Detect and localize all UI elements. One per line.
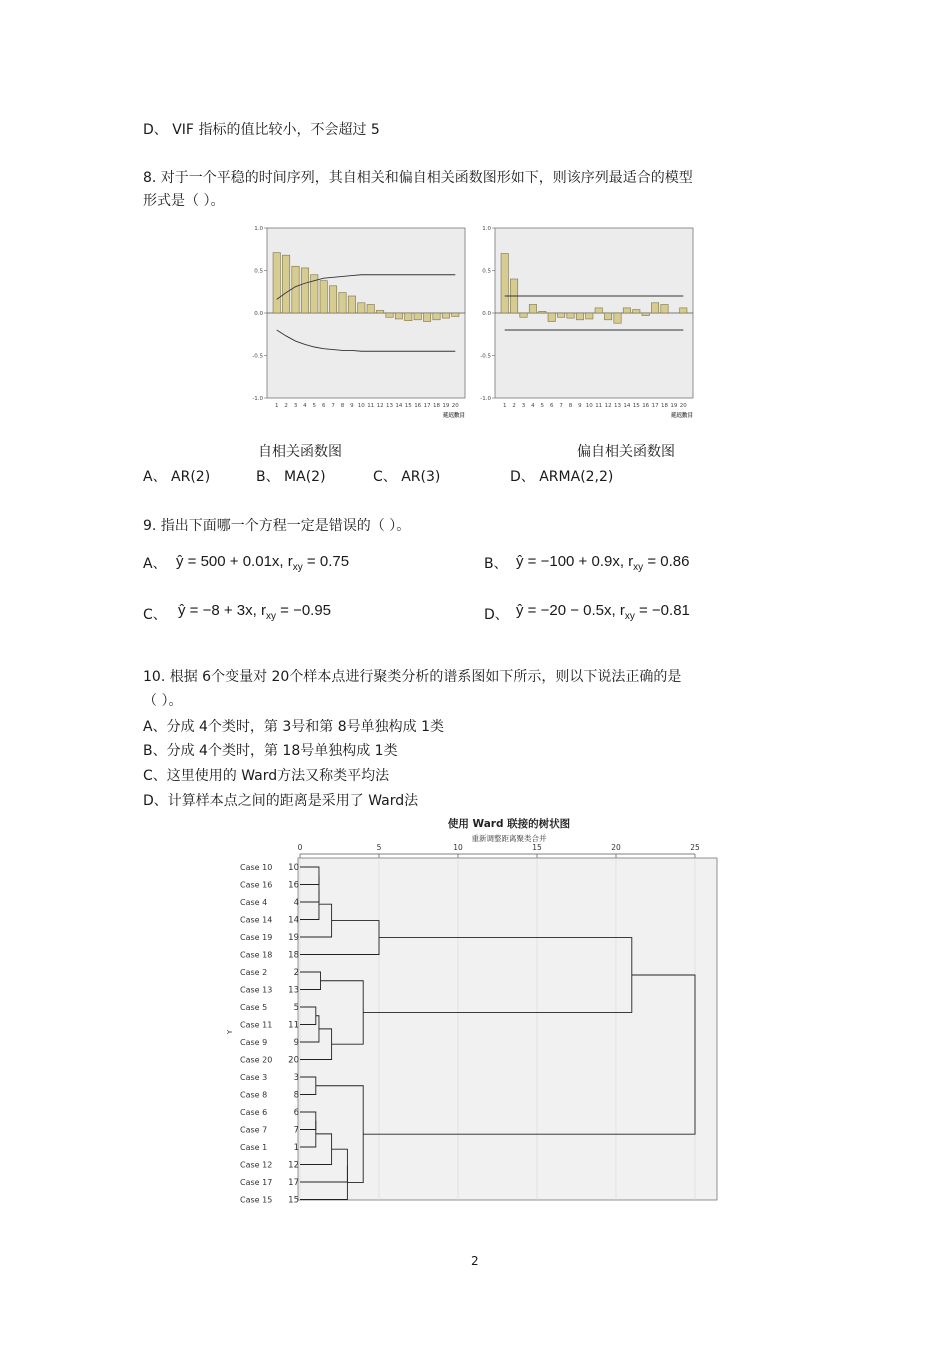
q8-option-a: A、 AR(2) — [143, 469, 211, 485]
pacf-ytick-label: 0.5 — [482, 268, 491, 275]
q9-eq-d-sub: xy — [624, 611, 635, 622]
pacf-xtick-label: 18 — [661, 403, 668, 409]
q10-option-c: C、这里使用的 Ward方法又称类平均法 — [143, 768, 390, 784]
dendrogram-tick-label: 15 — [532, 843, 542, 852]
pacf-xtick-label: 1 — [502, 403, 507, 409]
pacf-xtick-label: 15 — [632, 403, 640, 409]
q9-eq-c-sub: xy — [265, 611, 276, 622]
pacf-bar-5 — [539, 311, 546, 313]
page-number: 2 — [471, 1254, 479, 1268]
q9-label-b: B、 — [484, 556, 508, 572]
dendrogram-case-label: Case 11 — [240, 1020, 273, 1030]
acf-xtick-label: 5 — [312, 403, 317, 409]
pacf-bar-17 — [651, 303, 658, 313]
acf-bar-13 — [386, 313, 393, 317]
dendrogram-case-label: Case 18 — [240, 950, 273, 960]
dendrogram-case-label: Case 13 — [240, 985, 273, 995]
dendrogram-leaf-id: 16 — [288, 880, 299, 891]
q9-eq-c-main: ŷ = −8 + 3x, r — [178, 602, 266, 619]
pacf-xtick-label: 10 — [585, 403, 593, 409]
q9-eq-b-r: = 0.86 — [647, 553, 690, 570]
q9-equation-c — [178, 602, 331, 622]
dendrogram-case-label: Case 20 — [240, 1055, 273, 1065]
dendrogram-leaf-id: 18 — [288, 950, 299, 961]
acf-xtick-label: 4 — [303, 403, 307, 409]
pacf-xtick-label: 14 — [623, 403, 631, 409]
pacf-chart — [473, 225, 703, 425]
q7-option-d: D、 VIF 指标的值比较小，不会超过 5 — [143, 122, 380, 138]
dendrogram-leaf-id: 3 — [293, 1073, 299, 1083]
dendrogram-leaf-id: 13 — [288, 985, 299, 996]
pacf-xtick-label: 11 — [595, 403, 603, 409]
acf-bar-4 — [301, 268, 308, 313]
pacf-xlabel: 延迟数目 — [670, 413, 693, 419]
dendrogram-case-label: Case 8 — [240, 1090, 268, 1100]
acf-bar-1 — [273, 253, 280, 313]
acf-bar-17 — [423, 313, 430, 322]
dendrogram-leaf-id: 1 — [293, 1143, 299, 1153]
acf-xtick-label: 6 — [321, 403, 326, 409]
pacf-bar-4 — [529, 305, 536, 314]
pacf-bar-9 — [576, 313, 583, 320]
dendrogram-case-label: Case 17 — [240, 1178, 273, 1187]
pacf-bar-12 — [604, 313, 611, 320]
q9-equation-d — [516, 602, 690, 622]
acf-bar-18 — [433, 313, 440, 320]
acf-xtick-label: 20 — [451, 403, 459, 409]
acf-bar-15 — [405, 313, 412, 321]
dendrogram-case-label: Case 7 — [240, 1125, 268, 1135]
acf-xtick-label: 2 — [284, 403, 288, 409]
pacf-bar-20 — [680, 308, 687, 313]
acf-bar-6 — [320, 281, 327, 313]
dendrogram-case-label: Case 5 — [240, 1003, 268, 1012]
acf-bar-11 — [367, 305, 374, 314]
q10-option-d: D、计算样本点之间的距离是采用了 Ward法 — [143, 793, 419, 809]
q9-equation-a — [176, 553, 349, 573]
q9-eq-b-main: ŷ = −100 + 0.9x, r — [516, 553, 634, 570]
acf-bar-20 — [452, 313, 459, 316]
q8-option-c: C、 AR(3) — [373, 469, 441, 485]
acf-ytick-label: -0.5 — [252, 353, 263, 360]
acf-bar-19 — [442, 313, 449, 318]
acf-bar-3 — [292, 266, 299, 313]
pacf-xtick-label: 13 — [614, 403, 621, 409]
acf-xlabel: 延迟数目 — [442, 413, 465, 419]
q10-option-b: B、分成 4个类时，第 18号单独构成 1类 — [143, 743, 398, 759]
dendrogram-case-label: Case 2 — [240, 968, 268, 977]
acf-bar-16 — [414, 313, 421, 320]
dendrogram-tick-label: 5 — [376, 843, 382, 852]
dendrogram-case-label: Case 3 — [240, 1073, 268, 1082]
dendrogram-case-label: Case 12 — [240, 1160, 273, 1170]
acf-bar-7 — [329, 286, 336, 313]
q9-label-a: A、 — [143, 556, 167, 572]
acf-ytick-label: 0.5 — [254, 268, 263, 275]
dendrogram-tick-label: 20 — [611, 843, 621, 852]
acf-bar-10 — [358, 303, 365, 313]
pacf-bar-7 — [557, 313, 564, 317]
pacf-xtick-label: 19 — [670, 403, 678, 409]
acf-caption: 自相关函数图 — [258, 444, 342, 460]
dendrogram-leaf-id: 9 — [293, 1038, 299, 1048]
acf-xtick-label: 7 — [331, 403, 335, 409]
acf-chart — [245, 225, 475, 425]
dendrogram-case-label: Case 6 — [240, 1108, 268, 1117]
acf-xtick-label: 10 — [357, 403, 365, 409]
dendrogram-leaf-id: 17 — [288, 1178, 299, 1188]
pacf-xtick-label: 4 — [531, 403, 535, 409]
q9-eq-d-r: = −0.81 — [639, 602, 690, 619]
q10-stem-line1: 10. 根据 6个变量对 20个样本点进行聚类分析的谱系图如下所示，则以下说法正确的是 — [143, 669, 682, 685]
q9-eq-d-main: ŷ = −20 − 0.5x, r — [516, 602, 625, 619]
q9-label-d: D、 — [484, 607, 509, 623]
pacf-xtick-label: 5 — [540, 403, 545, 409]
pacf-ytick-label: 0.0 — [482, 311, 491, 317]
acf-bar-14 — [395, 313, 402, 319]
acf-xtick-label: 15 — [404, 403, 412, 409]
dendrogram-leaf-id: 20 — [288, 1055, 299, 1066]
acf-xtick-label: 13 — [386, 403, 393, 409]
q8-option-b: B、 MA(2) — [256, 469, 326, 485]
acf-xtick-label: 18 — [433, 403, 440, 409]
acf-bar-12 — [376, 310, 383, 313]
dendrogram-subtitle: 重新调整距离聚类合并 — [471, 834, 547, 843]
dendrogram-leaf-id: 19 — [288, 933, 299, 943]
q8-stem-line1: 8. 对于一个平稳的时间序列，其自相关和偏自相关函数图形如下，则该序列最适合的模型 — [143, 170, 693, 186]
pacf-bar-13 — [614, 313, 621, 323]
q9-stem: 9. 指出下面哪一个方程一定是错误的（ ）。 — [143, 518, 411, 534]
acf-ytick-label: 1.0 — [254, 226, 263, 232]
dendrogram-case-label: Case 10 — [240, 863, 273, 872]
q10-stem-line2: （ ）。 — [143, 693, 183, 709]
dendrogram-tick-label: 0 — [297, 843, 303, 852]
pacf-bar-16 — [642, 313, 649, 316]
q9-eq-a-main: ŷ = 500 + 0.01x, r — [176, 553, 293, 570]
acf-xtick-label: 9 — [350, 403, 354, 409]
pacf-bar-3 — [520, 313, 527, 317]
q8-option-d: D、 ARMA(2,2) — [510, 469, 614, 485]
pacf-bar-11 — [595, 308, 602, 313]
acf-bar-9 — [348, 296, 355, 313]
dendrogram-leaf-id: 12 — [288, 1160, 299, 1171]
dendrogram-ylabel: Y — [226, 1029, 234, 1035]
acf-xtick-label: 11 — [367, 403, 375, 409]
acf-xtick-label: 12 — [376, 403, 384, 409]
q8-stem-line2: 形式是（ ）。 — [143, 193, 225, 209]
dendrogram-leaf-id: 4 — [293, 898, 299, 908]
pacf-bar-14 — [623, 308, 630, 313]
acf-xtick-label: 14 — [395, 403, 403, 409]
dendrogram-leaf-id: 11 — [288, 1020, 299, 1031]
pacf-bar-18 — [661, 305, 668, 314]
acf-xtick-label: 3 — [293, 403, 298, 409]
dendrogram-title: 使用 Ward 联接的树状图 — [447, 818, 571, 830]
dendrogram-leaf-id: 5 — [293, 1003, 299, 1013]
pacf-xtick-label: 12 — [604, 403, 612, 409]
dendrogram-chart — [220, 814, 730, 1209]
pacf-xtick-label: 16 — [642, 403, 650, 409]
dendrogram-leaf-id: 7 — [293, 1125, 299, 1136]
dendrogram-case-label: Case 19 — [240, 933, 273, 942]
dendrogram-case-label: Case 15 — [240, 1195, 273, 1205]
dendrogram-leaf-id: 2 — [293, 968, 299, 978]
pacf-bar-6 — [548, 313, 555, 322]
acf-xtick-label: 17 — [423, 403, 431, 409]
acf-ytick-label: -1.0 — [252, 396, 263, 402]
pacf-bar-8 — [567, 313, 574, 318]
pacf-xtick-label: 7 — [559, 403, 563, 409]
acf-xtick-label: 8 — [340, 403, 345, 409]
pacf-ytick-label: 1.0 — [482, 226, 491, 232]
pacf-xtick-label: 20 — [679, 403, 687, 409]
dendrogram-case-label: Case 9 — [240, 1038, 268, 1047]
pacf-xtick-label: 3 — [521, 403, 526, 409]
dendrogram-tick-label: 25 — [690, 843, 700, 852]
pacf-xtick-label: 8 — [568, 403, 573, 409]
dendrogram-case-label: Case 4 — [240, 898, 268, 907]
dendrogram-case-label: Case 16 — [240, 880, 273, 890]
q10-option-a: A、分成 4个类时，第 3号和第 8号单独构成 1类 — [143, 719, 445, 735]
q9-eq-c-r: = −0.95 — [280, 602, 332, 619]
acf-bar-2 — [282, 255, 289, 313]
pacf-xtick-label: 9 — [578, 403, 582, 409]
dendrogram-leaf-id: 8 — [293, 1090, 299, 1101]
dendrogram-leaf-id: 10 — [288, 863, 299, 873]
pacf-bar-15 — [633, 310, 640, 313]
acf-xtick-label: 16 — [414, 403, 422, 409]
dendrogram-leaf-id: 15 — [288, 1195, 299, 1206]
pacf-xtick-label: 17 — [651, 403, 659, 409]
dendrogram-leaf-id: 6 — [293, 1108, 299, 1118]
q9-equation-b — [516, 553, 689, 573]
acf-xtick-label: 1 — [274, 403, 279, 409]
pacf-bar-10 — [586, 313, 593, 319]
pacf-xtick-label: 6 — [549, 403, 554, 409]
q9-eq-a-r: = 0.75 — [306, 553, 350, 570]
dendrogram-leaf-id: 14 — [288, 915, 299, 926]
q9-label-c: C、 — [143, 607, 167, 623]
acf-ytick-label: 0.0 — [254, 311, 263, 317]
pacf-ytick-label: -0.5 — [480, 353, 491, 360]
dendrogram-case-label: Case 1 — [240, 1143, 268, 1152]
dendrogram-tick-label: 10 — [453, 843, 463, 852]
q9-eq-b-sub: xy — [633, 562, 644, 573]
pacf-ytick-label: -1.0 — [480, 396, 491, 402]
dendrogram-case-label: Case 14 — [240, 915, 273, 925]
pacf-bar-1 — [501, 254, 508, 314]
acf-xtick-label: 19 — [442, 403, 450, 409]
acf-bar-8 — [339, 293, 346, 313]
pacf-xtick-label: 2 — [512, 403, 516, 409]
dendrogram-plot-area — [298, 858, 717, 1200]
q9-eq-a-sub: xy — [292, 562, 303, 573]
pacf-caption: 偏自相关函数图 — [577, 444, 675, 460]
